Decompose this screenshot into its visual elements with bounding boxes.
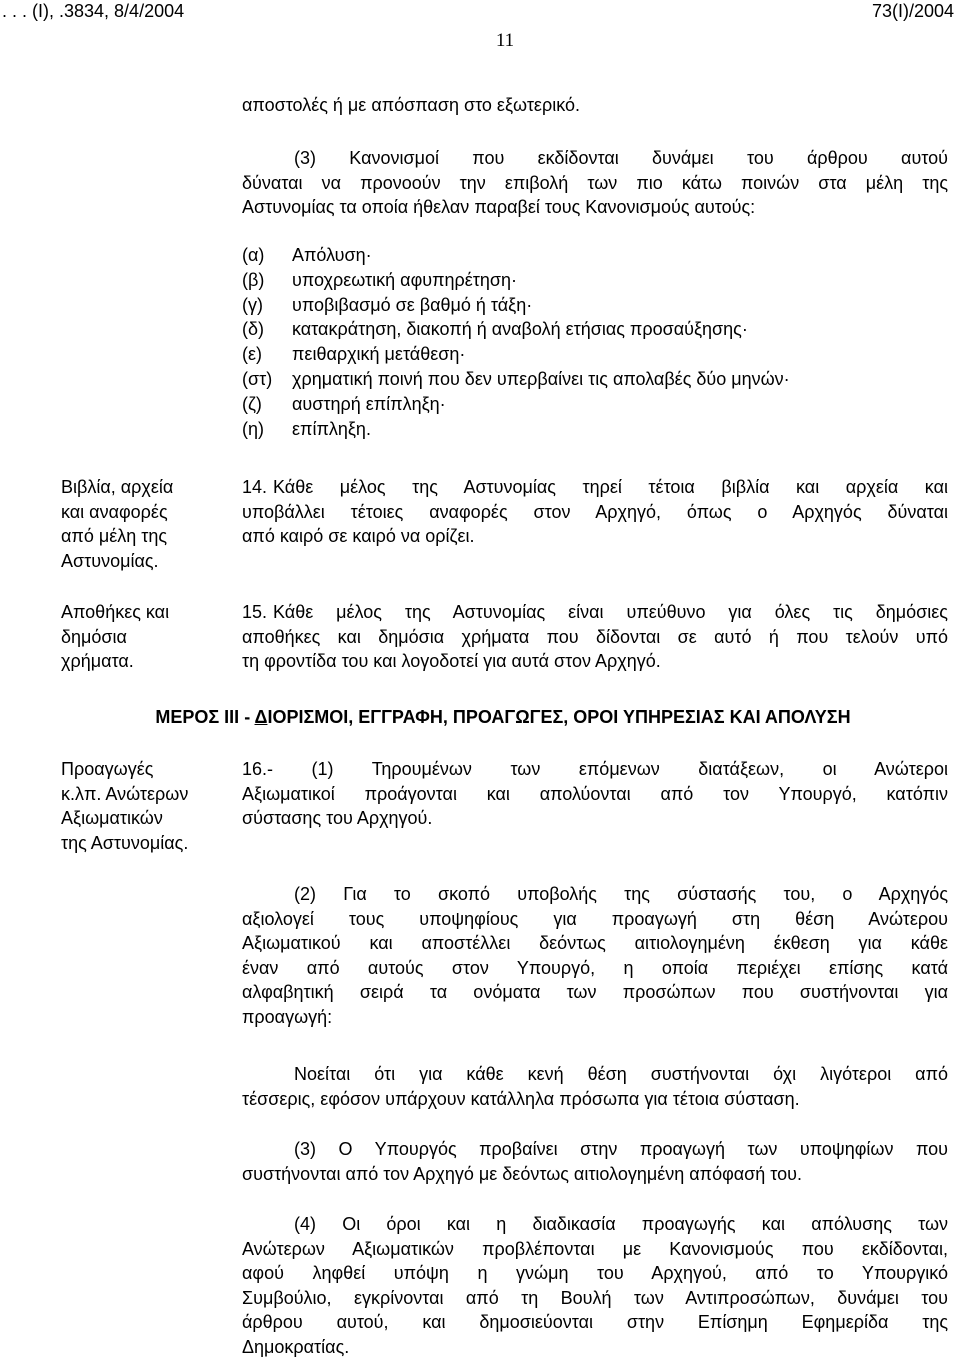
- paragraph-line: (3) Κανονισμοί που εκδίδονται δυνάμει του άρθρου αυτού: [294, 148, 948, 168]
- side-note-15: Αποθήκες και δημόσια χρήματα.: [61, 602, 170, 672]
- section-number: 14.: [242, 477, 268, 497]
- paragraph-line: (2) Για το σκοπό υποβολής της σύστασής του, ο Αρχηγός: [294, 884, 948, 904]
- section-16-4: [242, 1212, 948, 1360]
- paragraph-line: αφού ληφθεί υπόψη η γνώμη του Αρχηγού, από το Υπουργικό: [242, 1263, 948, 1284]
- section-14: [242, 475, 948, 549]
- side-note-16: Προαγωγές κ.λπ. Ανώτερων Αξιωματικών της Αστυνομίας.: [61, 759, 189, 853]
- paragraph-line: (3) Ο Υπουργός προβαίνει στην προαγωγή των υποψηφίων που: [294, 1139, 948, 1159]
- paragraph-line: τέσσερις, εφόσον υπάρχουν κατάλληλα πρόσωπα για τέτοια σύσταση.: [242, 1088, 800, 1109]
- list-item: (β) υποχρεωτική αφυπηρέτηση·: [242, 269, 518, 290]
- paragraph-line: υποβάλλει τέτοιες αναφορές στον Αρχηγό, όπως ο Αρχηγός δύναται: [242, 501, 948, 522]
- paragraph-line: Δημοκρατίας.: [242, 1336, 350, 1357]
- list-item: (α) Απόλυση·: [242, 245, 372, 265]
- section-16-1: [242, 757, 948, 831]
- paragraph-line: Αξιωματικοί προάγονται και απολύονται από τον Υπουργό, κατόπιν: [242, 783, 948, 804]
- paragraph-line: σύστασης του Αρχηγού.: [242, 808, 433, 829]
- paragraph-line: συστήνονται από τον Αρχηγό με δεόντως αιτιολογημένη απόφασή του.: [242, 1163, 803, 1184]
- paragraph-line: άρθρου αυτού, και δημοσιεύονται στην Επίσημη Εφημερίδα της: [242, 1312, 948, 1333]
- list-item: (ε) πειθαρχική μετάθεση·: [242, 344, 466, 365]
- section-16-2: [242, 882, 948, 1030]
- section-16-3: [242, 1137, 948, 1186]
- list-item: (δ) κατακράτηση, διακοπή ή αναβολή ετήσιας προσαύξησης·: [242, 319, 748, 340]
- paragraph-line: αποθήκες και δημόσια χρήματα που δίδονται σε αυτό ή που τελούν υπό: [242, 626, 948, 647]
- paragraph-line: τη φροντίδα του και λογοδοτεί για αυτά στον Αρχηγό.: [242, 651, 661, 672]
- list-item: (η) επίπληξη.: [242, 418, 371, 439]
- paragraph-3: [242, 146, 948, 220]
- paragraph-line: Συμβούλιο, εγκρίνονται από τη Βουλή των Αντιπροσώπων, δυνάμει του: [242, 1287, 948, 1308]
- paragraph-line: 14. Κάθε μέλος της Αστυνομίας τηρεί τέτοια βιβλία και αρχεία και: [242, 475, 948, 500]
- law-number: 73(Ι)/2004: [871, 1, 954, 21]
- list-item: (γ) υποβιβασμό σε βαθμό ή τάξη·: [242, 294, 533, 315]
- paragraph-line: από καιρό σε καιρό να ορίζει.: [242, 526, 475, 547]
- paragraph-line: Αστυνομίας τα οποία ήθελαν παραβεί τους Κανονισμούς αυτούς:: [242, 197, 756, 218]
- paragraph-line: δύναται να προνοούν την επιβολή των πιο κάτω ποινών στα μέλη της: [242, 172, 948, 193]
- paragraph-line: αλφαβητική σειρά τα ονόματα των προσώπων που συστήνονται για: [242, 982, 948, 1003]
- gazette-reference: . . . (Ι), .3834, 8/4/2004: [2, 1, 185, 21]
- paragraph-line: 15. Κάθε μέλος της Αστυνομίας είναι υπεύθυνο για όλες τις δημόσιες: [242, 600, 948, 625]
- section-number: 15.: [242, 602, 268, 622]
- list-item: (στ) χρηματική ποινή που δεν υπερβαίνει τις απολαβές δύο μηνών·: [242, 368, 790, 389]
- paragraph-line: Αξιωματικού και αποστέλλει δεόντως αιτιολογημένη έκθεση για κάθε: [242, 933, 948, 954]
- penalties-list: [242, 243, 948, 441]
- paragraph-continuation: αποστολές ή με απόσπαση στο εξωτερικό.: [242, 95, 580, 115]
- paragraph-line: έναν από αυτούς στον Υπουργό, η οποία περιέχει επίσης κατά: [242, 957, 948, 978]
- paragraph-line: Νοείται ότι για κάθε κενή θέση συστήνονται όχι λιγότεροι από: [294, 1064, 948, 1084]
- paragraph-line: προαγωγή:: [242, 1006, 333, 1027]
- section-15: [242, 600, 948, 674]
- paragraph-line: αξιολογεί τους υποψηφίους για προαγωγή στη θέση Ανώτερου: [242, 908, 948, 929]
- paragraph-line: Ανώτερων Αξιωματικών προβλέπονται με Κανονισμούς που εκδίδονται,: [242, 1238, 948, 1259]
- page-number: 11: [495, 30, 515, 51]
- list-item: (ζ) αυστηρή επίπληξη·: [242, 393, 446, 414]
- paragraph-line: 16.- (1) Τηρουμένων των επόμενων διατάξεων, οι Ανώτεροι: [242, 759, 948, 779]
- section-16-2-proviso: [242, 1062, 948, 1111]
- part-heading: ΜΕΡΟΣ ΙΙΙ - ΔΙΟΡΙΣΜΟΙ, ΕΓΓΡΑΦΗ, ΠΡΟΑΓΩΓΕΣ, ΟΡΟΙ ΥΠΗΡΕΣΙΑΣ ΚΑΙ ΑΠΟΛΥΣΗ: [155, 707, 851, 727]
- side-note-14: Βιβλία, αρχεία και αναφορές από μέλη της Αστυνομίας.: [61, 477, 174, 571]
- paragraph-line: (4) Οι όροι και η διαδικασία προαγωγής και απόλυσης των: [294, 1214, 948, 1234]
